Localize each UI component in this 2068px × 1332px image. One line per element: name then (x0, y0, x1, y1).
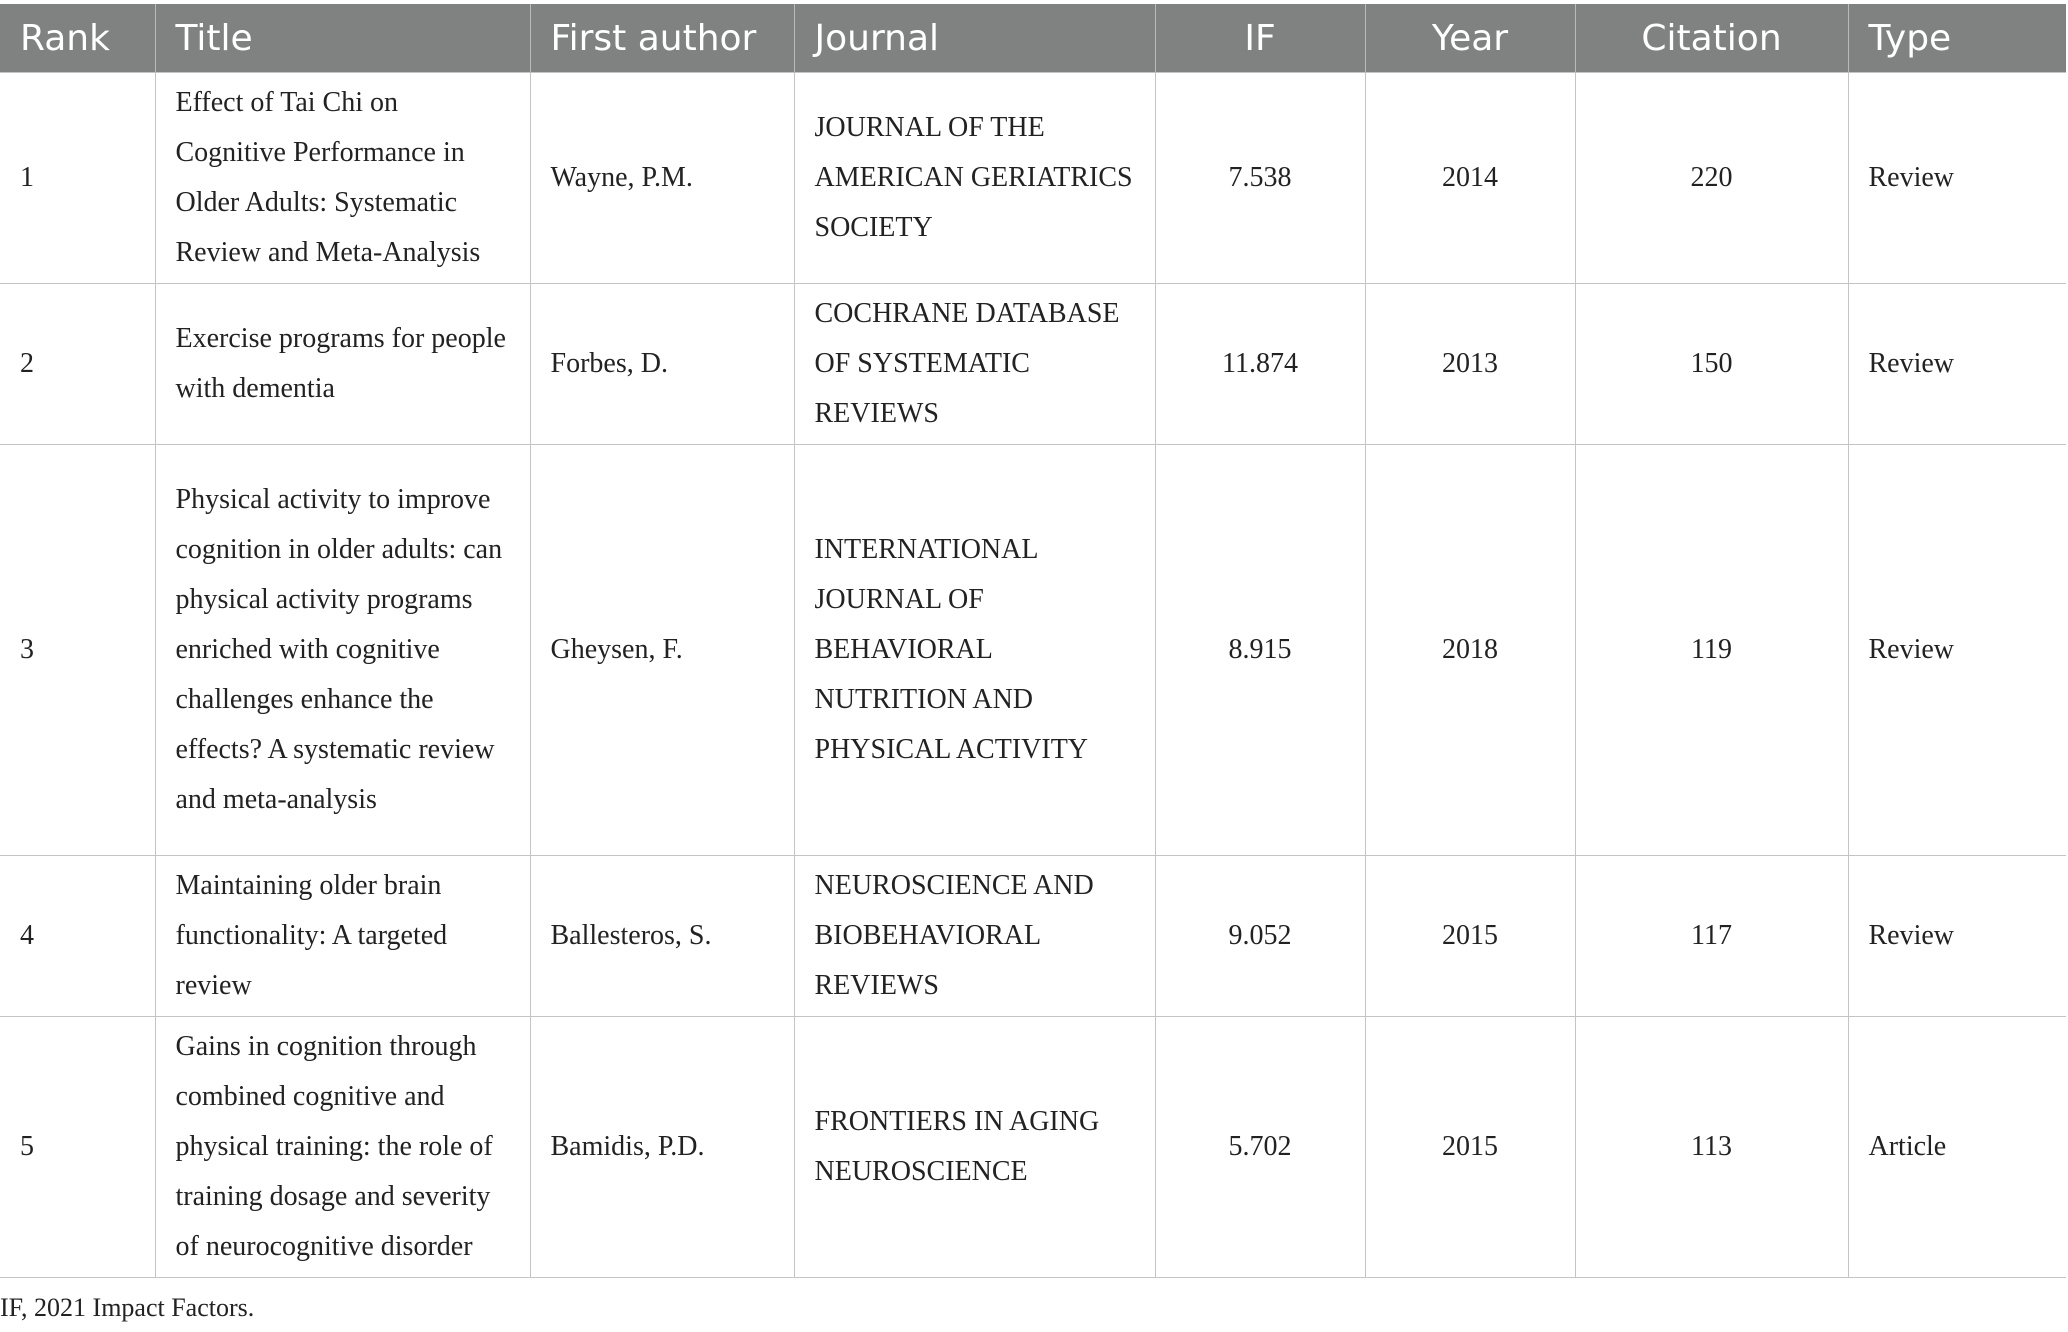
cell-year: 2014 (1365, 73, 1575, 284)
cell-year: 2015 (1365, 856, 1575, 1017)
header-citation: Citation (1575, 4, 1848, 73)
cell-rank: 4 (0, 856, 155, 1017)
cell-citation: 220 (1575, 73, 1848, 284)
table-header-row (0, 4, 2066, 73)
cell-type: Review (1848, 284, 2066, 445)
header-if: IF (1155, 4, 1365, 73)
header-rank: Rank (0, 4, 155, 73)
cell-title: Exercise programs for people with dementia (155, 284, 530, 445)
cell-if: 8.915 (1155, 445, 1365, 856)
cell-title: Maintaining older brain functionality: A targeted review (155, 856, 530, 1017)
cell-rank: 1 (0, 73, 155, 284)
top-cited-publications-table (0, 4, 2066, 1278)
cell-type: Review (1848, 445, 2066, 856)
cell-if: 7.538 (1155, 73, 1365, 284)
cell-journal: COCHRANE DATABASE OF SYSTEMATIC REVIEWS (794, 284, 1155, 445)
cell-title: Physical activity to improve cognition in older adults: can physical activity programs enriched with cognitive challenges enhance the effects? A systematic review and meta-analysis (155, 445, 530, 856)
cell-type: Article (1848, 1017, 2066, 1278)
header-year: Year (1365, 4, 1575, 73)
cell-citation: 113 (1575, 1017, 1848, 1278)
cell-journal: JOURNAL OF THE AMERICAN GERIATRICS SOCIETY (794, 73, 1155, 284)
cell-rank: 3 (0, 445, 155, 856)
cell-journal: INTERNATIONAL JOURNAL OF BEHAVIORAL NUTRITION AND PHYSICAL ACTIVITY (794, 445, 1155, 856)
cell-journal: FRONTIERS IN AGING NEUROSCIENCE (794, 1017, 1155, 1278)
cell-rank: 2 (0, 284, 155, 445)
publications-table-container (0, 4, 2066, 1278)
cell-first-author: Ballesteros, S. (530, 856, 794, 1017)
cell-if: 5.702 (1155, 1017, 1365, 1278)
cell-citation: 119 (1575, 445, 1848, 856)
table-row (0, 445, 2066, 856)
cell-first-author: Bamidis, P.D. (530, 1017, 794, 1278)
cell-if: 9.052 (1155, 856, 1365, 1017)
cell-citation: 150 (1575, 284, 1848, 445)
header-first-author: First author (530, 4, 794, 73)
header-type: Type (1848, 4, 2066, 73)
table-row (0, 284, 2066, 445)
cell-first-author: Gheysen, F. (530, 445, 794, 856)
cell-year: 2015 (1365, 1017, 1575, 1278)
cell-citation: 117 (1575, 856, 1848, 1017)
cell-year: 2018 (1365, 445, 1575, 856)
header-title: Title (155, 4, 530, 73)
table-row (0, 73, 2066, 284)
cell-type: Review (1848, 73, 2066, 284)
cell-first-author: Wayne, P.M. (530, 73, 794, 284)
header-journal: Journal (794, 4, 1155, 73)
cell-title: Gains in cognition through combined cognitive and physical training: the role of training dosage and severity of neurocognitive disorder (155, 1017, 530, 1278)
cell-journal: NEUROSCIENCE AND BIOBEHAVIORAL REVIEWS (794, 856, 1155, 1017)
cell-year: 2013 (1365, 284, 1575, 445)
table-footnote: IF, 2021 Impact Factors. (0, 1293, 255, 1322)
cell-title: Effect of Tai Chi on Cognitive Performance in Older Adults: Systematic Review and Meta-Analysis (155, 73, 530, 284)
cell-rank: 5 (0, 1017, 155, 1278)
cell-type: Review (1848, 856, 2066, 1017)
table-row (0, 856, 2066, 1017)
table-row (0, 1017, 2066, 1278)
cell-if: 11.874 (1155, 284, 1365, 445)
cell-first-author: Forbes, D. (530, 284, 794, 445)
